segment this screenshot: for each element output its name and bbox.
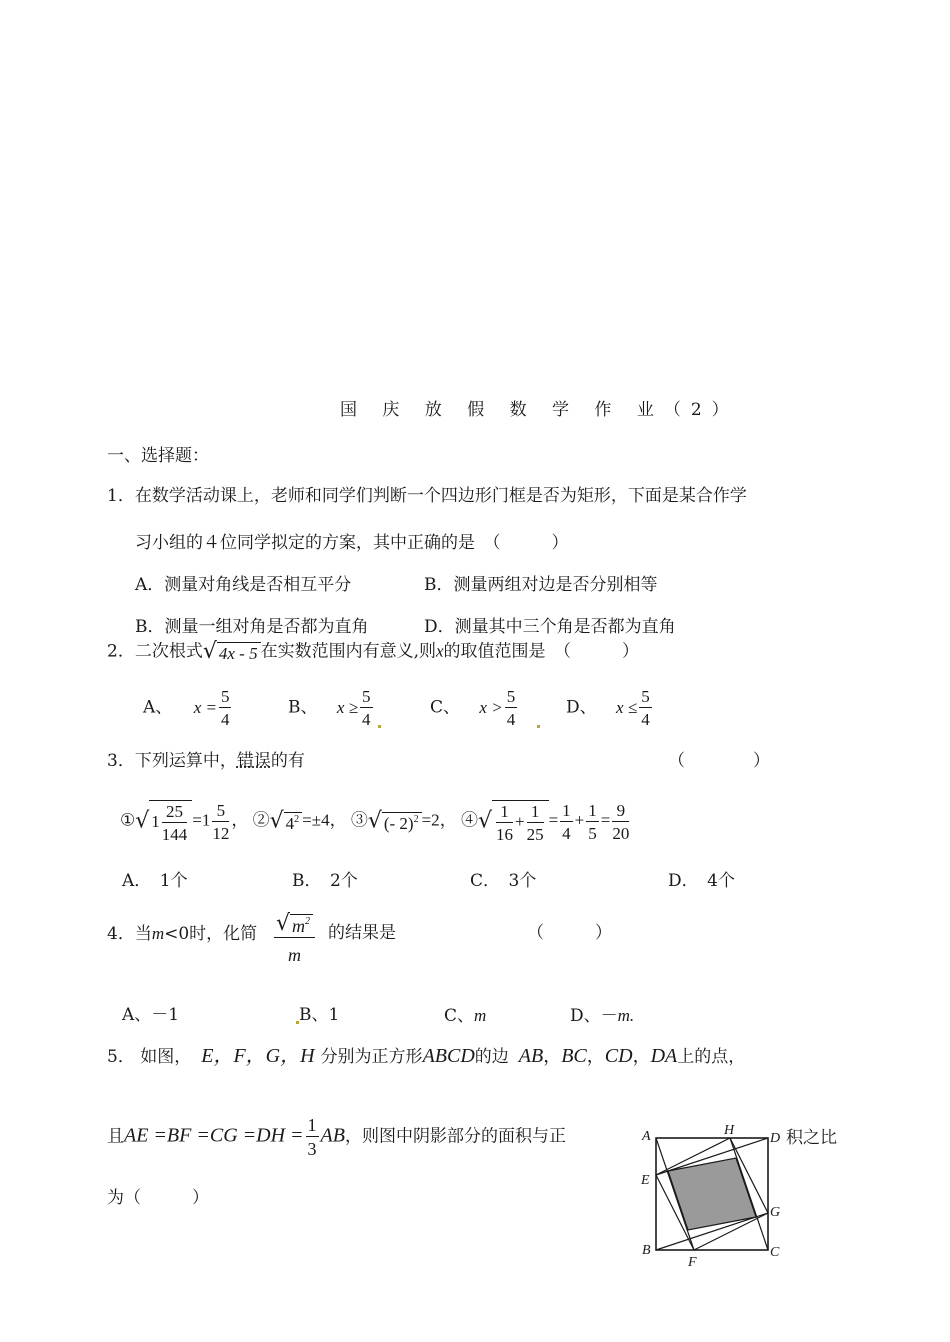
equals-sign: = bbox=[548, 810, 559, 830]
scan-dot bbox=[537, 725, 540, 728]
radical-sign: √ bbox=[477, 808, 492, 834]
q2-radicand: 4x - 5 bbox=[217, 642, 261, 662]
q3-option-a: A． 1个 bbox=[122, 871, 188, 891]
expr4-radicand bbox=[492, 800, 549, 843]
fraction bbox=[560, 802, 573, 842]
q4-fraction bbox=[272, 913, 317, 964]
expr1-radicand bbox=[149, 800, 192, 843]
plus-sign: + bbox=[514, 811, 525, 831]
q4-option-c-label: C、 bbox=[444, 1006, 475, 1026]
numerator: 9 bbox=[612, 802, 629, 822]
q1-stem-line1: 1．在数学活动课上，老师和同学们判断一个四边形门框是否为矩形，下面是某合作学 bbox=[107, 486, 747, 506]
fraction bbox=[527, 803, 544, 843]
separator: ， bbox=[329, 810, 347, 830]
separator: ， bbox=[439, 810, 457, 830]
q5-prefix: 5． 如图， bbox=[107, 1047, 192, 1067]
expr1-marker: ① bbox=[120, 810, 136, 830]
fraction bbox=[496, 803, 513, 843]
q5-figure bbox=[636, 1120, 786, 1270]
q2-variable: x bbox=[435, 641, 444, 661]
numerator: 5 bbox=[362, 687, 371, 706]
q5-side-ab: AB bbox=[518, 1045, 544, 1067]
denominator: 3 bbox=[307, 1139, 317, 1159]
denominator: 20 bbox=[612, 823, 630, 843]
q4-option-d bbox=[570, 1007, 634, 1025]
q2-middle: 在实数范围内有意义,则 bbox=[260, 641, 436, 662]
radical-sign: √ bbox=[135, 808, 150, 834]
q4-option-b-text: B、1 bbox=[299, 1005, 340, 1025]
q2-option-c-relation: x > bbox=[479, 697, 503, 717]
denominator: 5 bbox=[588, 823, 597, 843]
q5-side-cd: CD bbox=[604, 1045, 633, 1067]
expr2-equals: =±4 bbox=[302, 810, 330, 830]
expr3-marker: ③ bbox=[350, 810, 368, 830]
separator: ， bbox=[586, 1046, 605, 1067]
numerator: 1 bbox=[496, 803, 513, 823]
numerator bbox=[274, 913, 315, 938]
q4-option-c bbox=[444, 1007, 486, 1025]
denominator: 4 bbox=[562, 823, 571, 843]
numerator: 5 bbox=[641, 687, 650, 706]
q1-stem-line2: 习小组的４位同学拟定的方案，其中正确的是 （ ） bbox=[135, 533, 569, 553]
q5-mid: 分别为正方形 bbox=[320, 1047, 423, 1067]
q3-answer-paren: （ ） bbox=[668, 751, 770, 771]
q3-stem-a: 3．下列运 bbox=[107, 751, 186, 771]
denominator: m bbox=[288, 945, 302, 965]
q2-option-c bbox=[430, 688, 543, 728]
q5-line2-tail: 积之比 bbox=[786, 1128, 837, 1148]
fraction bbox=[612, 802, 629, 842]
q5-stem-line1 bbox=[107, 1046, 745, 1066]
numerator: 5 bbox=[220, 687, 230, 706]
q4-radicand-exp: 2 bbox=[305, 915, 311, 927]
q3-stem-b: 算中， bbox=[185, 751, 237, 771]
q3-emphasis: 错误 bbox=[236, 751, 271, 771]
denominator: 144 bbox=[161, 825, 188, 844]
q2-option-d-relation: x ≤ bbox=[616, 697, 638, 717]
fraction bbox=[162, 803, 188, 843]
radical-sign: √ bbox=[276, 911, 291, 936]
numerator: 5 bbox=[212, 802, 229, 822]
denominator: 4 bbox=[220, 710, 230, 729]
q5-line2-text: ，则图中阴影部分的面积与正 bbox=[344, 1126, 566, 1147]
q5-stem-line3: 为（ ） bbox=[107, 1188, 209, 1208]
q5-stem-line2 bbox=[107, 1116, 566, 1158]
fraction bbox=[212, 802, 229, 842]
q4-option-c-value: m bbox=[474, 1006, 487, 1025]
q3-option-d: D． 4个 bbox=[668, 871, 735, 891]
fraction bbox=[274, 913, 315, 964]
q5-edge: 的边 bbox=[474, 1047, 509, 1067]
fraction bbox=[505, 688, 518, 728]
label-c: C bbox=[770, 1245, 780, 1260]
label-a: A bbox=[642, 1129, 651, 1144]
section-heading: 一、选择题： bbox=[107, 446, 209, 466]
q2-option-d bbox=[566, 688, 654, 728]
q1-option-a: A．测量对角线是否相互平分 bbox=[135, 575, 352, 595]
denominator: 4 bbox=[506, 710, 516, 729]
q4-radicand-var: m bbox=[292, 915, 306, 936]
numerator: 25 bbox=[162, 803, 188, 823]
q5-side-bc: BC bbox=[561, 1045, 587, 1067]
expr4-marker: ④ bbox=[460, 810, 478, 830]
q2-prefix: 2．二次根式 bbox=[107, 641, 203, 662]
separator: ， bbox=[231, 810, 249, 830]
label-d: D bbox=[770, 1131, 781, 1146]
q2-option-b-relation: x ≥ bbox=[336, 697, 359, 717]
denominator: 4 bbox=[362, 710, 371, 729]
label-f: F bbox=[688, 1255, 697, 1270]
q4-suffix: 的结果是 bbox=[328, 923, 396, 943]
q1-option-d: D．测量其中三个角是否都为直角 bbox=[424, 617, 676, 637]
expr1-equals: =1 bbox=[192, 810, 211, 830]
scan-dot bbox=[378, 725, 381, 728]
expr3-equals: =2 bbox=[421, 810, 440, 830]
label-b: B bbox=[642, 1243, 651, 1258]
radical-sign: √ bbox=[202, 639, 217, 664]
q1-option-b: B．测量两组对边是否分别相等 bbox=[424, 575, 658, 595]
fraction bbox=[219, 688, 232, 728]
expr3-exponent: 2 bbox=[413, 813, 419, 825]
expr2-exponent: 2 bbox=[294, 813, 300, 825]
expr3-radicand bbox=[382, 812, 422, 832]
equals-sign: = bbox=[600, 810, 611, 830]
q4-condition: <0时，化简 bbox=[164, 924, 258, 944]
q2-option-a-label: A、 bbox=[143, 697, 173, 718]
worksheet-title: 国 庆 放 假 数 学 作 业（2） bbox=[340, 400, 739, 420]
q4-option-a: A、－1 bbox=[122, 1005, 180, 1025]
q4-stem bbox=[107, 925, 257, 943]
fraction bbox=[306, 1116, 319, 1158]
radical-sign: √ bbox=[269, 808, 284, 834]
expr2-marker: ② bbox=[252, 810, 270, 830]
q3-stem bbox=[107, 753, 305, 770]
q4-variable: m bbox=[151, 924, 165, 943]
q2-stem bbox=[107, 641, 639, 663]
q5-suffix: 上的点， bbox=[677, 1047, 746, 1067]
q4-answer-paren: （ ） bbox=[527, 923, 612, 943]
q5-equation: AE =BF =CG =DH = bbox=[124, 1124, 304, 1147]
q4-option-d-label: D、－ bbox=[570, 1006, 618, 1026]
denominator: 25 bbox=[526, 825, 544, 844]
q5-side-da: DA bbox=[650, 1045, 678, 1067]
q2-option-a bbox=[143, 688, 233, 728]
q5-square: ABCD bbox=[422, 1045, 475, 1067]
denominator: 16 bbox=[495, 825, 513, 844]
q2-suffix: 的取值范围是 （ ） bbox=[443, 641, 640, 662]
q2-option-b bbox=[288, 688, 384, 728]
fraction bbox=[360, 688, 373, 728]
q5-points: E，F，G，H bbox=[201, 1045, 315, 1067]
numerator: 1 bbox=[588, 800, 597, 820]
q2-option-a-relation: x = bbox=[193, 697, 217, 717]
q4-radicand bbox=[290, 914, 313, 935]
q3-option-c: C． 3个 bbox=[470, 871, 537, 891]
q2-option-d-label: D、 bbox=[566, 697, 597, 718]
expr2-base: 4 bbox=[285, 813, 295, 833]
fraction bbox=[639, 688, 652, 728]
q3-stem-d: 的有 bbox=[270, 751, 305, 771]
q4-option-d-value: m. bbox=[617, 1006, 635, 1025]
numerator: 1 bbox=[527, 803, 544, 823]
q5-line2-prefix: 且 bbox=[107, 1126, 124, 1147]
separator: ， bbox=[632, 1046, 651, 1067]
fraction bbox=[586, 802, 599, 842]
q5-ab: AB bbox=[320, 1124, 345, 1147]
expr2-radicand bbox=[284, 812, 303, 832]
numerator: 1 bbox=[307, 1115, 317, 1135]
denominator: 12 bbox=[212, 823, 230, 843]
radical-sign: √ bbox=[367, 808, 382, 834]
numerator: 1 bbox=[562, 800, 571, 820]
expr3-base: (- 2) bbox=[383, 813, 414, 833]
expr1-whole: 1 bbox=[151, 811, 160, 831]
q3-option-b: B． 2个 bbox=[292, 871, 358, 891]
q2-option-c-label: C、 bbox=[430, 697, 461, 718]
q1-option-c: B．测量一组对角是否都为直角 bbox=[135, 617, 369, 637]
denominator: 4 bbox=[641, 710, 650, 729]
q4-option-b bbox=[296, 1007, 339, 1024]
plus-sign: + bbox=[574, 810, 585, 830]
label-g: G bbox=[770, 1205, 781, 1220]
q4-prefix: 4．当 bbox=[107, 924, 152, 944]
label-h: H bbox=[724, 1123, 735, 1138]
label-e: E bbox=[641, 1173, 650, 1188]
separator: ， bbox=[543, 1046, 562, 1067]
numerator: 5 bbox=[506, 687, 516, 706]
q2-option-b-label: B、 bbox=[288, 697, 318, 718]
q3-expressions bbox=[120, 800, 631, 843]
